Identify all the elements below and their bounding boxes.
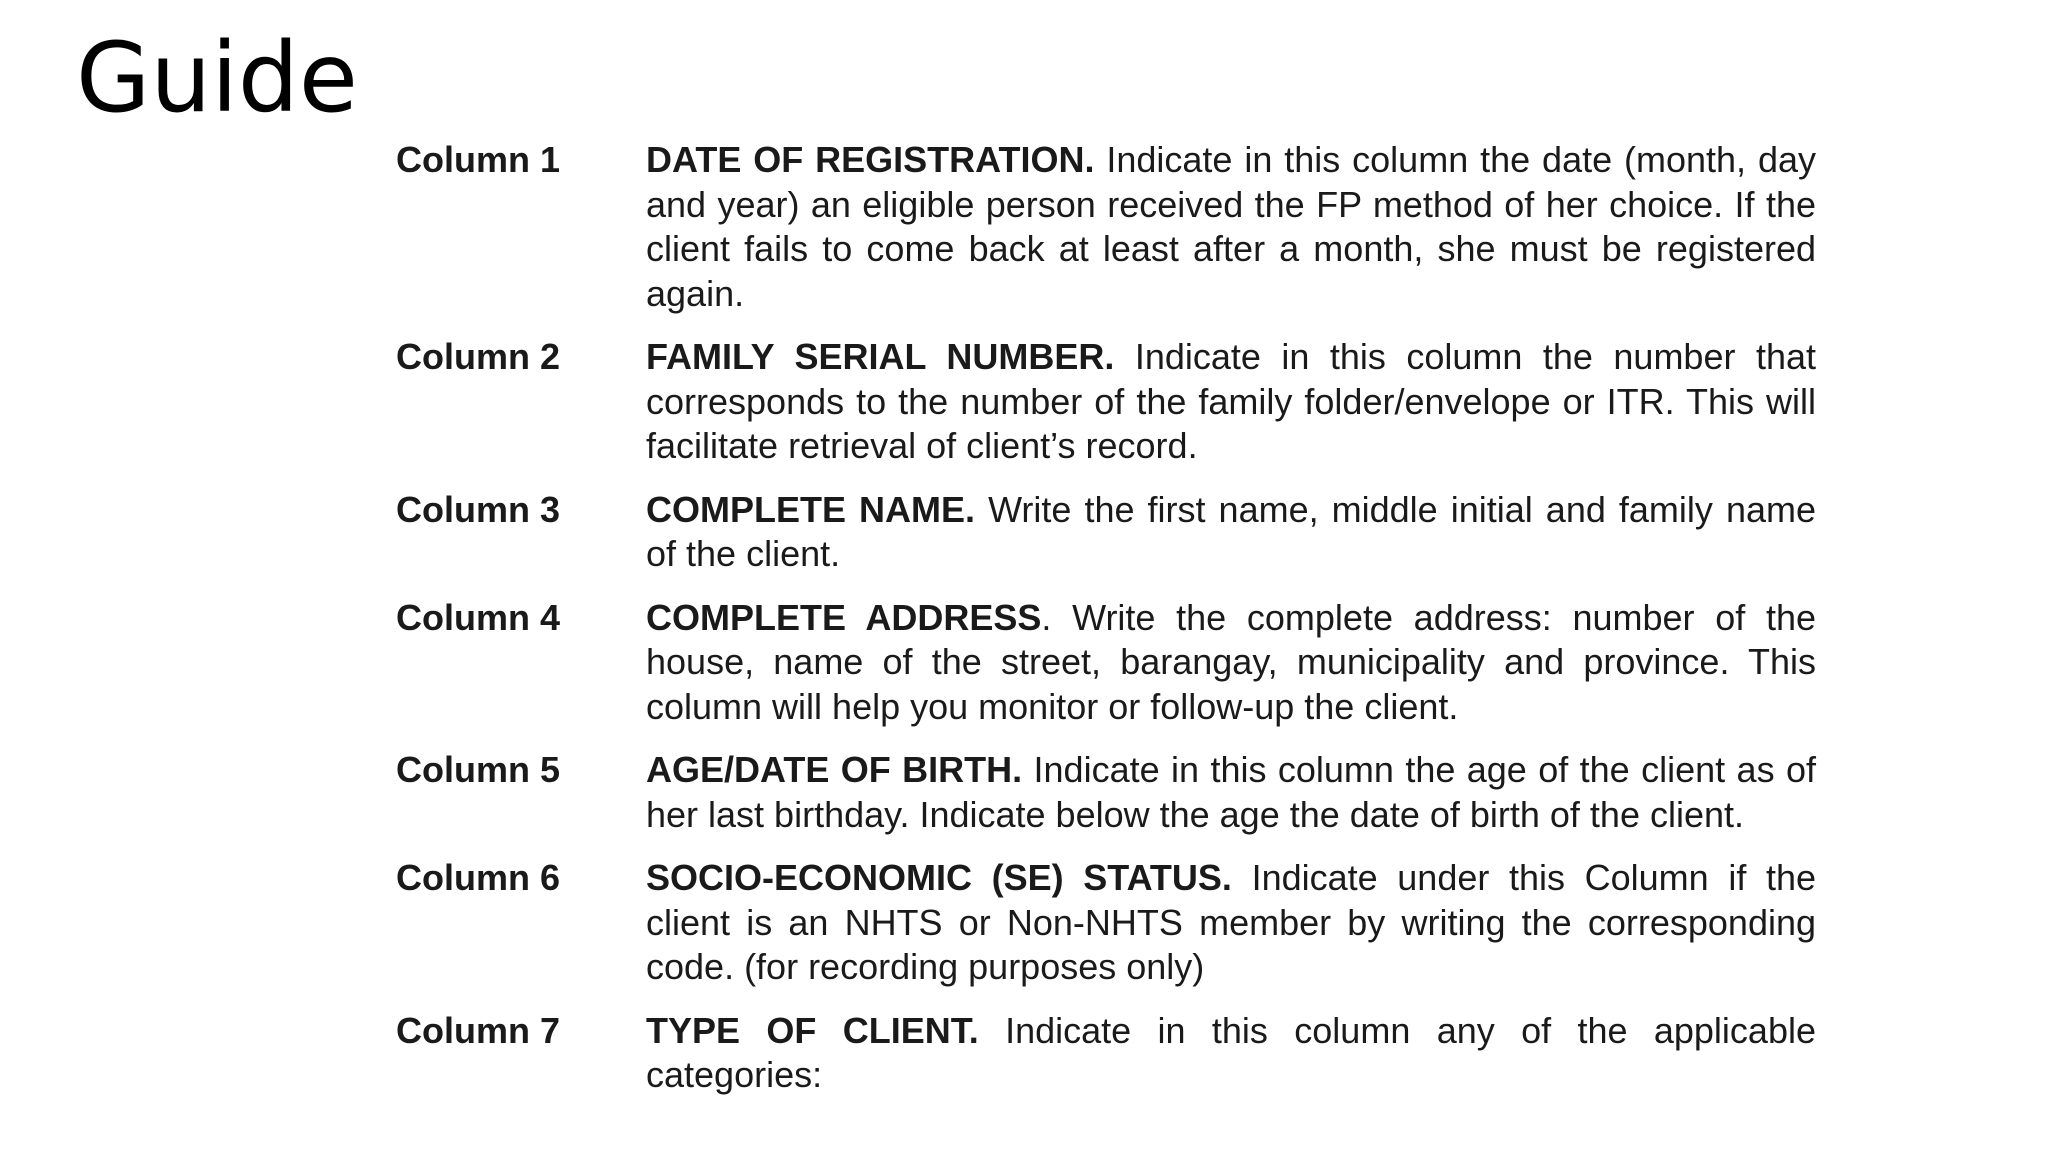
- column-text: Indicate in this column the date (month, day and year) an eligible person received the FP method of her choice. If the client fails to come back at least after a month, she must be registered again.: [646, 139, 1816, 314]
- column-term: TYPE OF CLIENT.: [646, 1009, 979, 1051]
- slide-title: Guide: [76, 22, 358, 134]
- column-text: Indicate in this column any of the applicable categories:: [646, 1009, 1816, 1095]
- guide-row-column-7: [396, 1009, 1816, 1098]
- guide-row-column-2: [396, 335, 1816, 469]
- column-term: AGE/DATE OF BIRTH.: [646, 749, 1023, 790]
- column-text: Indicate under this Column if the client is an NHTS or Non-NHTS member by writing the corresponding code. (for recording purposes only): [646, 857, 1816, 987]
- column-label: Column 4: [396, 596, 561, 638]
- column-term: FAMILY SERIAL NUMBER.: [646, 336, 1115, 377]
- column-description: [646, 748, 1816, 837]
- guide-row-column-4: [396, 596, 1816, 730]
- column-description: [646, 138, 1816, 316]
- column-term: COMPLETE NAME.: [646, 488, 976, 530]
- guide-list: [396, 138, 1816, 1117]
- guide-row-column-1: [396, 138, 1816, 316]
- column-term: COMPLETE ADDRESS: [646, 596, 1042, 638]
- column-label: Column 6: [396, 857, 561, 898]
- column-text: Indicate in this column the number that corresponds to the number of the family folder/envelope or ITR. This will facilitate retrieval of client’s record.: [646, 336, 1816, 466]
- column-label: Column 5: [396, 749, 561, 790]
- column-text: Indicate in this column the age of the client as of her last birthday. Indicate below the age the date of birth of the client.: [646, 749, 1816, 835]
- column-term: DATE OF REGISTRATION.: [646, 139, 1095, 180]
- column-text: Write the first name, middle initial and family name of the client.: [646, 488, 1816, 574]
- column-label: Column 2: [396, 336, 561, 377]
- column-text: . Write the complete address: number of the house, name of the street, barangay, municipality and province. This column will help you monitor or follow-up the client.: [646, 596, 1816, 727]
- column-label: Column 7: [396, 1009, 561, 1051]
- column-description: [646, 596, 1816, 730]
- column-description: [646, 488, 1816, 577]
- column-term: SOCIO-ECONOMIC (SE) STATUS.: [646, 857, 1232, 898]
- column-label: Column 1: [396, 139, 561, 180]
- column-label: Column 3: [396, 488, 561, 530]
- column-description: [646, 335, 1816, 469]
- guide-row-column-5: [396, 748, 1816, 837]
- column-description: [646, 856, 1816, 990]
- guide-row-column-6: [396, 856, 1816, 990]
- guide-row-column-3: [396, 488, 1816, 577]
- column-description: [646, 1009, 1816, 1098]
